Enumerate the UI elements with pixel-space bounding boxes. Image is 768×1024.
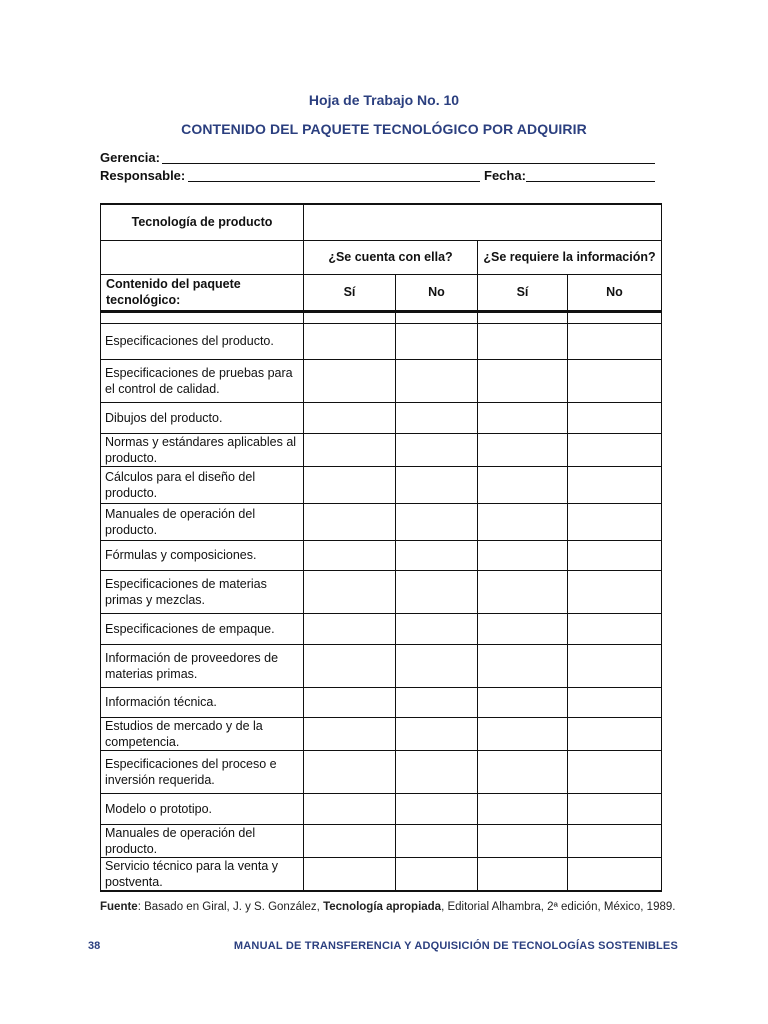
check-no-available-cell[interactable] — [396, 570, 478, 613]
check-no-required-cell[interactable] — [568, 359, 662, 402]
check-no-available-cell[interactable] — [396, 644, 478, 687]
item-rows — [101, 323, 662, 891]
check-no-required-cell[interactable] — [568, 540, 662, 570]
table-row — [101, 613, 662, 644]
check-no-available-cell[interactable] — [396, 793, 478, 824]
check-no-available-cell[interactable] — [396, 613, 478, 644]
col-si-available-label: Sí — [343, 285, 356, 299]
check-si-required-cell[interactable] — [478, 613, 568, 644]
item-label-cell — [101, 750, 304, 793]
check-si-available-cell[interactable] — [304, 402, 396, 433]
check-si-available-cell[interactable] — [304, 433, 396, 466]
check-no-required-cell[interactable] — [568, 687, 662, 717]
check-si-required-cell[interactable] — [478, 359, 568, 402]
col-si-required-label: Sí — [516, 285, 529, 299]
responsable-field — [100, 168, 480, 186]
gerencia-input-line[interactable] — [162, 163, 655, 164]
group-required-label: ¿Se requiere la información? — [483, 250, 656, 264]
gerencia-label: Gerencia: — [100, 150, 160, 165]
check-si-available-cell[interactable] — [304, 540, 396, 570]
content-header-cell — [101, 274, 304, 311]
check-si-available-cell[interactable] — [304, 824, 396, 857]
check-si-required-cell[interactable] — [478, 503, 568, 540]
check-no-available-cell[interactable] — [396, 433, 478, 466]
item-label-cell — [101, 824, 304, 857]
check-no-required-cell[interactable] — [568, 503, 662, 540]
check-no-required-cell[interactable] — [568, 402, 662, 433]
check-si-required-cell[interactable] — [478, 540, 568, 570]
table-row — [101, 857, 662, 891]
item-label: Estudios de mercado y de la competencia. — [105, 718, 263, 749]
source-label: Fuente — [100, 901, 138, 913]
check-si-required-cell[interactable] — [478, 750, 568, 793]
table-row — [101, 359, 662, 402]
source-text-before: : Basado en Giral, J. y S. González, — [137, 901, 324, 913]
section-blank-cell — [304, 204, 662, 240]
check-no-available-cell[interactable] — [396, 323, 478, 359]
table-row — [101, 644, 662, 687]
check-si-required-cell[interactable] — [478, 793, 568, 824]
item-label: Cálculos para el diseño del producto. — [105, 469, 256, 500]
item-label: Manuales de operación del producto. — [105, 506, 256, 537]
check-si-available-cell[interactable] — [304, 717, 396, 750]
section-label: Tecnología de producto — [131, 215, 273, 230]
item-label-cell — [101, 717, 304, 750]
check-no-required-cell[interactable] — [568, 466, 662, 503]
check-no-available-cell[interactable] — [396, 503, 478, 540]
item-label-cell — [101, 613, 304, 644]
check-no-required-cell[interactable] — [568, 433, 662, 466]
check-no-available-cell[interactable] — [396, 687, 478, 717]
check-no-available-cell[interactable] — [396, 540, 478, 570]
table-row — [101, 433, 662, 466]
table-row — [101, 323, 662, 359]
col-si-required — [478, 274, 568, 311]
group-available-header — [304, 240, 478, 274]
check-si-available-cell[interactable] — [304, 793, 396, 824]
item-label: Especificaciones de empaque. — [105, 621, 275, 636]
check-no-required-cell[interactable] — [568, 824, 662, 857]
item-label: Información de proveedores de materias primas. — [105, 650, 279, 681]
check-no-available-cell[interactable] — [396, 466, 478, 503]
check-no-required-cell[interactable] — [568, 793, 662, 824]
page-number: 38 — [88, 940, 101, 952]
item-label: Servicio técnico para la venta y postventa. — [105, 858, 279, 889]
check-si-available-cell[interactable] — [304, 687, 396, 717]
table-row — [101, 466, 662, 503]
package-content-table — [100, 203, 662, 892]
page-title: CONTENIDO DEL PAQUETE TECNOLÓGICO POR ADQUIRIR — [181, 121, 587, 137]
table-row — [101, 503, 662, 540]
group-available-label: ¿Se cuenta con ella? — [328, 250, 453, 264]
table-row — [101, 687, 662, 717]
item-label: Especificaciones de materias primas y mezclas. — [105, 576, 267, 607]
table-row — [101, 402, 662, 433]
check-si-available-cell[interactable] — [304, 570, 396, 613]
table-row — [101, 717, 662, 750]
responsable-input-line[interactable] — [188, 181, 480, 182]
check-no-required-cell[interactable] — [568, 323, 662, 359]
check-si-available-cell[interactable] — [304, 466, 396, 503]
item-label: Especificaciones de pruebas para el control de calidad. — [105, 365, 293, 396]
fecha-input-line[interactable] — [526, 181, 655, 182]
source-text-after: , Editorial Alhambra, 2ª edición, México, 1989. — [441, 901, 676, 913]
check-si-available-cell[interactable] — [304, 613, 396, 644]
check-si-required-cell[interactable] — [478, 402, 568, 433]
check-si-available-cell[interactable] — [304, 750, 396, 793]
check-si-required-cell[interactable] — [478, 717, 568, 750]
check-no-required-cell[interactable] — [568, 717, 662, 750]
check-no-available-cell[interactable] — [396, 717, 478, 750]
check-si-required-cell[interactable] — [478, 570, 568, 613]
item-label: Normas y estándares aplicables al producto. — [105, 434, 297, 465]
spacer-row — [101, 311, 662, 323]
check-si-required-cell[interactable] — [478, 824, 568, 857]
item-label: Especificaciones del producto. — [105, 334, 274, 348]
item-label-cell — [101, 540, 304, 570]
check-si-required-cell[interactable] — [478, 857, 568, 891]
group-required-header — [478, 240, 662, 274]
source-note — [100, 901, 700, 913]
source-book-title: Tecnología apropiada — [323, 901, 442, 913]
col-no-available — [396, 274, 478, 311]
check-no-required-cell[interactable] — [568, 613, 662, 644]
item-label-cell — [101, 570, 304, 613]
check-no-available-cell[interactable] — [396, 402, 478, 433]
check-no-available-cell[interactable] — [396, 359, 478, 402]
col-si-available — [304, 274, 396, 311]
col-no-required — [568, 274, 662, 311]
blank-corner-cell — [101, 240, 304, 274]
item-label-cell — [101, 644, 304, 687]
col-no-available-label: No — [428, 285, 445, 299]
item-label: Manuales de operación del producto. — [105, 825, 256, 856]
worksheet-number: Hoja de Trabajo No. 10 — [308, 92, 460, 108]
check-si-required-cell[interactable] — [478, 687, 568, 717]
check-no-required-cell[interactable] — [568, 644, 662, 687]
footer-book-title: MANUAL DE TRANSFERENCIA Y ADQUISICIÓN DE TECNOLOGÍAS SOSTENIBLES — [233, 940, 678, 952]
fecha-field — [484, 168, 655, 186]
item-label: Especificaciones del proceso e inversión requerida. — [105, 756, 277, 787]
item-label: Dibujos del producto. — [105, 410, 223, 425]
check-no-required-cell[interactable] — [568, 857, 662, 891]
section-label-cell — [101, 204, 304, 240]
table-row — [101, 750, 662, 793]
check-si-available-cell[interactable] — [304, 503, 396, 540]
check-si-required-cell[interactable] — [478, 644, 568, 687]
table-row — [101, 570, 662, 613]
check-si-available-cell[interactable] — [304, 857, 396, 891]
fecha-label: Fecha: — [484, 168, 526, 183]
check-no-available-cell[interactable] — [396, 750, 478, 793]
table-row — [101, 824, 662, 857]
content-header-label: Contenido del paquete tecnológico: — [106, 277, 241, 307]
item-label-cell — [101, 402, 304, 433]
item-label-cell — [101, 503, 304, 540]
item-label-cell — [101, 793, 304, 824]
check-si-required-cell[interactable] — [478, 466, 568, 503]
col-no-required-label: No — [606, 285, 623, 299]
item-label-cell — [101, 466, 304, 503]
item-label: Modelo o prototipo. — [105, 801, 213, 816]
check-si-required-cell[interactable] — [478, 433, 568, 466]
check-si-available-cell[interactable] — [304, 323, 396, 359]
check-si-available-cell[interactable] — [304, 359, 396, 402]
item-label: Fórmulas y composiciones. — [105, 548, 257, 562]
item-label-cell — [101, 359, 304, 402]
check-no-available-cell[interactable] — [396, 857, 478, 891]
check-no-required-cell[interactable] — [568, 750, 662, 793]
item-label-cell — [101, 433, 304, 466]
check-si-required-cell[interactable] — [478, 323, 568, 359]
check-si-available-cell[interactable] — [304, 644, 396, 687]
check-no-available-cell[interactable] — [396, 824, 478, 857]
item-label: Información técnica. — [105, 695, 217, 709]
item-label-cell — [101, 323, 304, 359]
table-row — [101, 540, 662, 570]
item-label-cell — [101, 857, 304, 891]
check-no-required-cell[interactable] — [568, 570, 662, 613]
table-row — [101, 793, 662, 824]
item-label-cell — [101, 687, 304, 717]
responsable-label: Responsable: — [100, 168, 186, 183]
gerencia-field — [100, 150, 655, 168]
